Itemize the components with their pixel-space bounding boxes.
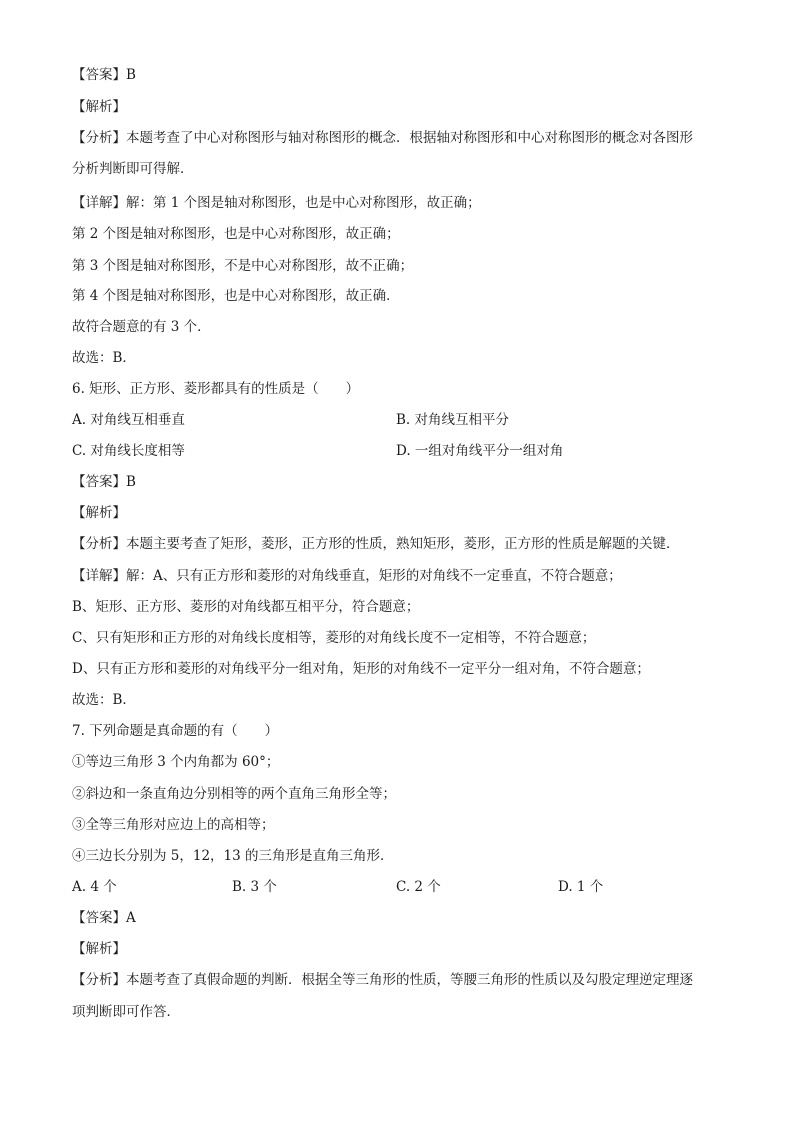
q7-option-d: D. 1 个 (558, 879, 604, 895)
q6-option-a: A. 对角线互相垂直 (72, 412, 185, 428)
q7-option-c: C. 2 个 (396, 879, 441, 895)
q7-analysis-line-1: 【分析】本题考查了真假命题的判断．根据全等三角形的性质，等腰三角形的性质以及勾股定理逆定理逐 (72, 972, 693, 988)
q6-option-c: C. 对角线长度相等 (72, 443, 185, 459)
q5-detail-line-5: 故符合题意的有 3 个． (72, 319, 211, 335)
q7-statement-3: ③全等三角形对应边上的高相等； (72, 817, 275, 833)
q6-answer: 【答案】B (72, 474, 136, 490)
q5-detail-line-1: 【详解】解：第 1 个图是轴对称图形，也是中心对称图形，故正确； (72, 195, 481, 211)
q5-detail-line-3: 第 3 个图是轴对称图形，不是中心对称图形，故不正确； (72, 258, 414, 274)
q7-option-b: B. 3 个 (232, 879, 277, 895)
q5-detail-line-2: 第 2 个图是轴对称图形，也是中心对称图形，故正确； (72, 226, 400, 242)
q7-statement-4: ④三边长分别为 5，12，13 的三角形是直角三角形． (72, 848, 394, 864)
q5-choice: 故选：B． (72, 350, 136, 366)
q6-detail-line-3: C、只有矩形和正方形的对角线长度相等，菱形的对角线长度不一定相等，不符合题意； (72, 630, 596, 646)
q6-stem: 6. 矩形、正方形、菱形都具有的性质是（ ） (72, 381, 360, 397)
q5-analysis-line-1: 【分析】本题考查了中心对称图形与轴对称图形的概念．根据轴对称图形和中心对称图形的概念对各图形 (72, 130, 693, 146)
q5-jiexi-heading: 【解析】 (72, 99, 126, 115)
q6-detail-line-1: 【详解】解：A、只有正方形和菱形的对角线垂直，矩形的对角线不一定垂直，不符合题意； (72, 568, 622, 584)
q7-answer: 【答案】A (72, 910, 136, 926)
q7-stem: 7. 下列命题是真命题的有（ ） (72, 723, 279, 739)
q6-analysis: 【分析】本题主要考查了矩形，菱形，正方形的性质，熟知矩形，菱形，正方形的性质是解题的关键． (72, 536, 680, 552)
q7-statement-2: ②斜边和一条直角边分别相等的两个直角三角形全等； (72, 786, 396, 802)
q7-statement-1: ①等边三角形 3 个内角都为 60°； (72, 754, 280, 770)
q5-detail-line-4: 第 4 个图是轴对称图形，也是中心对称图形，故正确． (72, 288, 400, 304)
q6-detail-line-4: D、只有正方形和菱形的对角线平分一组对角，矩形的对角线不一定平分一组对角，不符合题意； (72, 661, 650, 677)
q5-answer: 【答案】B (72, 67, 136, 83)
q6-choice: 故选：B． (72, 692, 136, 708)
q6-option-b: B. 对角线互相平分 (396, 412, 510, 428)
q7-option-a: A. 4 个 (72, 879, 117, 895)
q5-analysis-line-2: 分析判断即可得解． (72, 161, 194, 177)
q6-jiexi-heading: 【解析】 (72, 505, 126, 521)
q6-detail-line-2: B、矩形、正方形、菱形的对角线都互相平分，符合题意； (72, 599, 420, 615)
q7-analysis-line-2: 项判断即可作答． (72, 1004, 180, 1020)
q7-jiexi-heading: 【解析】 (72, 941, 126, 957)
q6-option-d: D. 一组对角线平分一组对角 (396, 443, 564, 459)
